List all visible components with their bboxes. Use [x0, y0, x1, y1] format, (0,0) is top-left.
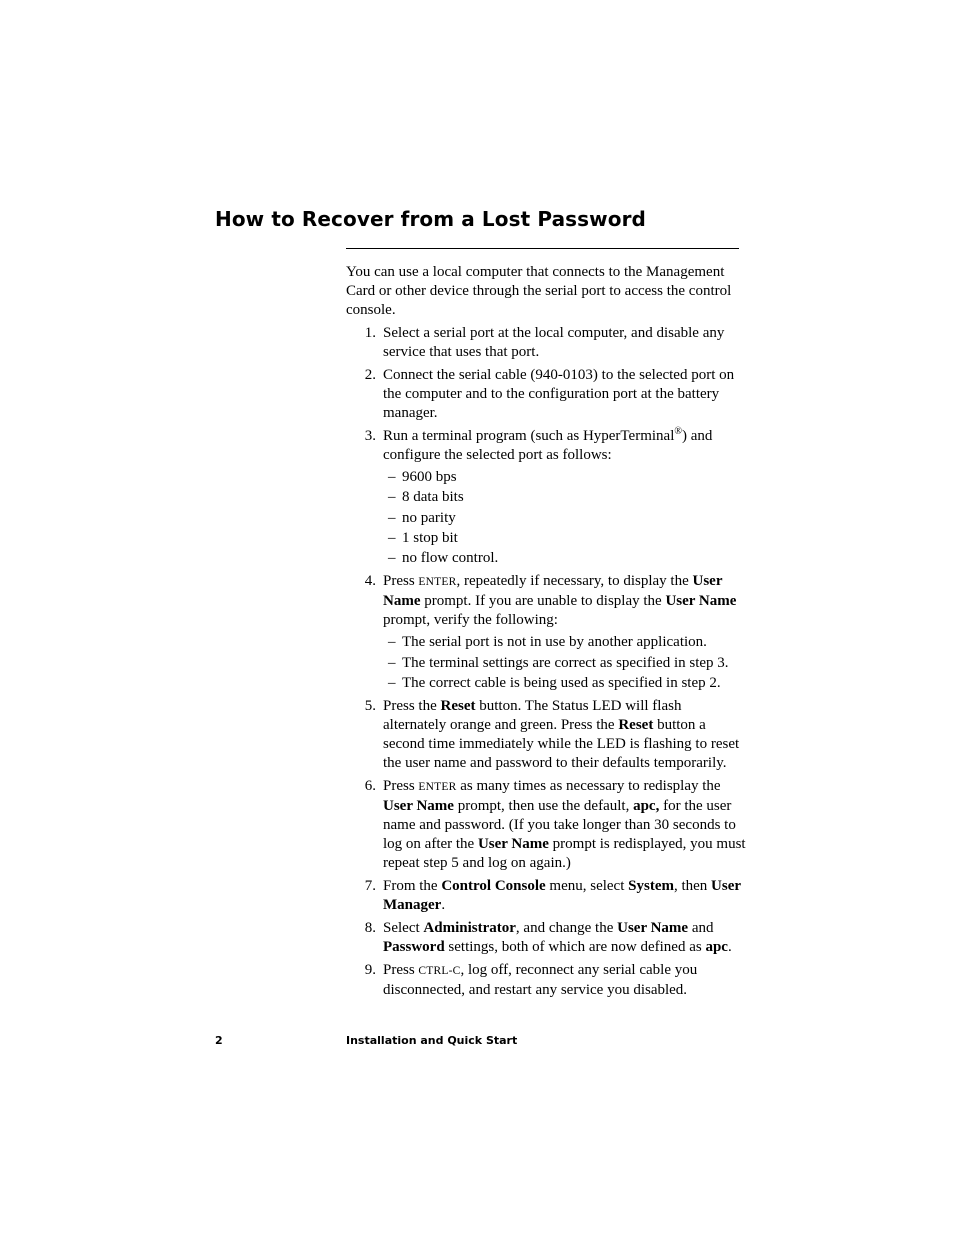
heading-rule — [346, 248, 739, 249]
step-text: Select a serial port at the local computer, and disable any service that uses that port. — [383, 325, 725, 360]
registered-mark: ® — [674, 426, 682, 437]
key-name: ENTER — [418, 781, 457, 794]
page-title: How to Recover from a Lost Password — [215, 207, 646, 231]
list-item: – 9600 bps — [388, 469, 457, 485]
step-7: 7. From the Control Console menu, select System, then User Manager. — [346, 877, 746, 915]
step-text: Connect the serial cable (940-0103) to the selected port on the computer and to the configuration port at the battery manager. — [383, 367, 735, 421]
verify-list — [383, 632, 746, 693]
step-8: 8. Select Administrator, and change the User Name and Password settings, both of which are now defined as apc. — [346, 919, 746, 957]
footer-title: Installation and Quick Start — [346, 1034, 518, 1047]
step-9: 9. Press CTRL-C, log off, reconnect any serial cable you disconnected, and restart any service you disabled. — [346, 961, 746, 1000]
step-number: 9. — [364, 962, 376, 979]
steps-list — [346, 324, 746, 1000]
list-item: – no parity — [388, 509, 456, 526]
list-item: – The terminal settings are correct as specified in step 3. — [388, 654, 729, 671]
step-number: 4. — [364, 573, 376, 590]
intro-paragraph: You can use a local computer that connects to the Management Card or other device through the serial port to access the control console. — [346, 264, 732, 318]
step-number: 5. — [364, 698, 376, 715]
list-item: – The correct cable is being used as specified in step 2. — [388, 675, 721, 692]
step-2 — [346, 366, 746, 423]
step-text: ) and configure the selected port as follows: — [383, 428, 713, 463]
step-1 — [346, 324, 746, 362]
step-text: Run a terminal program (such as HyperTerminal — [383, 428, 675, 444]
step-number: 8. — [364, 920, 376, 937]
step-number: 3. — [364, 428, 376, 444]
step-3 — [346, 427, 746, 568]
step-number: 7. — [364, 878, 376, 895]
step-5: 5. Press the Reset button. The Status LED will flash alternately orange and green. Press the Reset button a second time immediately while the LED is flashing to reset the user name and password to their defaults temporarily. — [346, 697, 746, 773]
step-number: 1. — [364, 325, 376, 341]
page-number: 2 — [215, 1034, 223, 1047]
body-content — [346, 263, 746, 1004]
list-item: – 1 stop bit — [388, 529, 458, 546]
list-item: – The serial port is not in use by another application. — [388, 634, 707, 651]
key-name: ENTER — [418, 576, 457, 589]
step-number: 2. — [364, 367, 376, 383]
step-6: 6. Press ENTER as many times as necessary to redisplay the User Name prompt, then use the default, apc, for the user name and password. (If you take longer than 30 seconds to log on after the User Name prompt is redisplayed, you must repeat step 5 and log on again.) — [346, 777, 746, 873]
port-settings-list — [383, 467, 746, 568]
list-item: – 8 data bits — [388, 489, 464, 506]
step-number: 6. — [364, 778, 376, 795]
list-item: – no flow control. — [388, 550, 499, 567]
step-4: 4. Press ENTER, repeatedly if necessary, to display the User Name prompt. If you are unable to display the User Name prompt, verify the following: – The serial port is not in use by another application. – The terminal settings are correct as specified in step 3. – The correct cable is being used as specified in step 2. — [346, 572, 746, 693]
key-name: CTRL-C — [418, 965, 461, 978]
